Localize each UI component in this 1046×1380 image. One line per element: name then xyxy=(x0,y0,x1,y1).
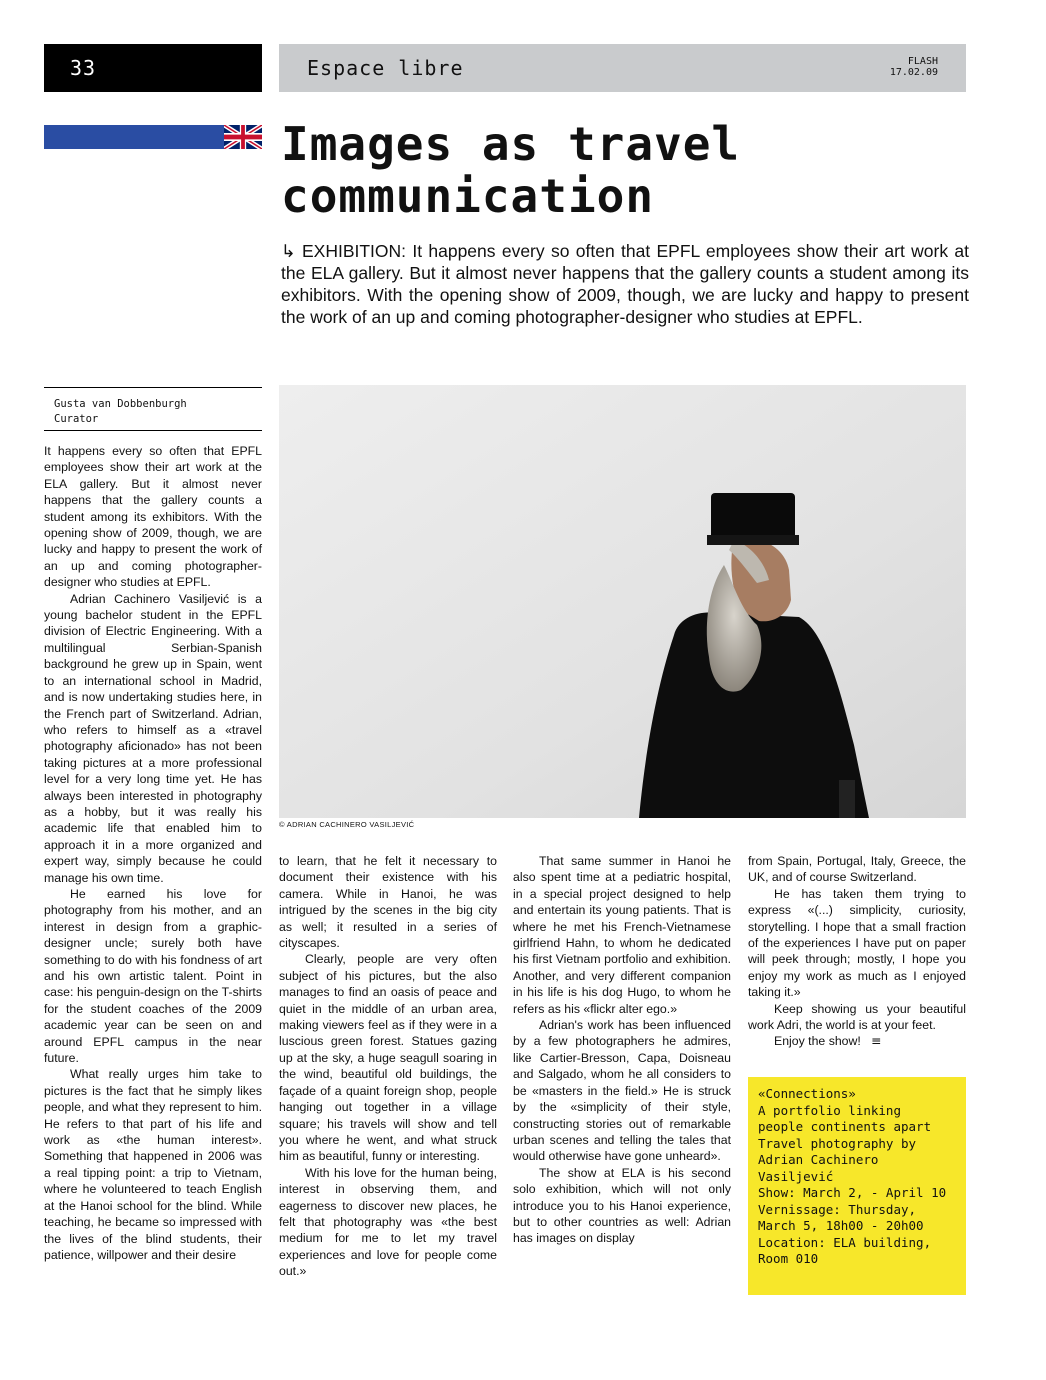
page-number: 33 xyxy=(70,56,97,80)
body-paragraph: What really urges him take to pictures is the fact that he simply likes people, and what they represent to him. He refers to that part of his life and work as «the human interest». Something that happened in 2006 was a real tipping point: a trip to Vietnam, where he volunteered to teach English at the Hanoi school for the blind. While teaching, he became so impressed with the lives of the blind students, their patience, willpower and their desire xyxy=(44,1067,262,1262)
body-paragraph: from Spain, Portugal, Italy, Greece, the UK, and of course Switzerland. xyxy=(748,854,966,885)
body-paragraph: He has taken them trying to express «(...) simplicity, curiosity, storytelling. I hope that a small fraction of the experiences I have put on paper will peek through; mostly, I hope you enjoy my work as much as I enjoyed taking it.» xyxy=(748,886,966,1000)
byline-rule-bottom xyxy=(44,430,262,431)
article-column-4 xyxy=(748,853,966,1050)
body-paragraph: The show at ELA is his second solo exhibition, which will not only introduce you to his Hanoi experience, but to other countries as well: Adrian has images on display xyxy=(513,1165,731,1246)
uk-flag-icon xyxy=(224,125,262,149)
closing-text: Enjoy the show! xyxy=(774,1034,861,1049)
body-paragraph: That same summer in Hanoi he also spent time at a pediatric hospital, in a special project designed to help and entertain its young patients. That is where he met his French-Vietnamese girlfriend Hahn, to whom he dedicated his first Vietnam portfolio and exhibition. Another, and very different companion in his life is his dog Hugo, to whom he refers as his «flickr alter ego.» xyxy=(513,854,731,1016)
publication-name: FLASH xyxy=(907,56,938,67)
info-box-text xyxy=(758,1086,963,1268)
info-line: Vasiljević xyxy=(758,1168,834,1184)
headline xyxy=(281,118,971,222)
publication-date: 17.02.09 xyxy=(889,67,938,78)
author-name: Gusta van Dobbenburgh xyxy=(54,398,187,410)
info-line: people continents apart xyxy=(758,1119,932,1134)
body-paragraph: to learn, that he felt it necessary to document their existence with his camera. While in Hanoi, he was intrigued by the scenes in the big city as well; it resulted in a series of cityscapes. xyxy=(279,854,497,951)
section-title: Espace libre xyxy=(307,56,464,80)
info-line: March 5, 18h00 - 20h00 xyxy=(758,1218,924,1233)
closing-line xyxy=(748,1033,966,1049)
author-role: Curator xyxy=(54,413,99,425)
article-column-1 xyxy=(44,443,262,1263)
lead-paragraph: ↳ EXHIBITION: It happens every so often that EPFL employees show their art work at the ELA gallery. But it almost never happens that the gallery counts a student among its exhibitors. With the opening show of 2009, though, we are lucky and happy to present the work of an up and coming photographer-designer who studies at EPFL. xyxy=(281,241,969,327)
article-column-3 xyxy=(513,853,731,1247)
headline-line-1: Images as travel xyxy=(281,117,741,171)
byline-rule-top xyxy=(44,387,262,388)
body-paragraph: Adrian Cachinero Vasiljević is a young bachelor student in the EPFL division of Electric Engineering. With a multilingual Serbian-Spanish background he grew up in Spain, went to an international school in Madrid, and is now undertaking studies here, in the French part of Switzerland. Adrian, who refers to himself as a «travel photography aficionado» has not been taking pictures at a more professional level for a very long time yet. He has always been interested in photography as a hobby, but it was really his academic life that enabled him to approach it in a more organized and expert way, simply because he could manage his own time. xyxy=(44,591,262,885)
article-column-2 xyxy=(279,853,497,1280)
body-paragraph: It happens every so often that EPFL employees show their art work at the ELA gallery. But it almost never happens that the gallery counts a student among its exhibitors. With the opening show of 2009, though, we are lucky and happy to present the work of an up and coming photographer-designer who studies at EPFL. xyxy=(44,444,262,590)
info-line: Travel photography by xyxy=(758,1135,917,1151)
body-paragraph: Clearly, people are very often subject of his pictures, but the also manages to find an oasis of peace and quiet in the middle of an urban area, making viewers feel as if they were in a luscious green forest. Statues gazing up at the sky, a huge seagull soaring in the wind, beautiful old buildings, the façade of a quaint foreign shop, people hanging out together in a village square; his travels will show and tell you where he went, and what struck him as beautiful, funny or interesting. xyxy=(279,952,497,1164)
info-line: Vernissage: Thursday, xyxy=(758,1201,917,1217)
body-paragraph: With his love for the human being, interest in observing them, and eagerness to discover new places, he felt that photography was «the best medium for me to let my travel experiences and love for people come out.» xyxy=(279,1165,497,1279)
info-line: Show: March 2, - April 10 xyxy=(758,1185,947,1200)
body-paragraph: Keep showing us your beautiful work Adri, the world is at your feet. xyxy=(748,1001,966,1033)
info-line: Location: ELA building, xyxy=(758,1234,932,1250)
body-paragraph: Adrian's work has been influenced by a few photographers he admires, like Cartier-Bresson, Capa, Doisneau and Salgado, whom he all considers to be «masters in the field.» He is struck by the «simplicity of their style, constructing stories out of remarkable urban scenes and telling the tales that would otherwise have gone unheard». xyxy=(513,1018,731,1164)
body-paragraph: He earned his love for photography from his mother, and an interest in design from a graphic-designer uncle; surely both have something to do with his fondness of art and his own artistic talent. Point in case: his penguin-design on the T-shirts for the student coaches of the 2009 academic year can be seen on and around EPFL campus in the near future. xyxy=(44,886,262,1066)
byline xyxy=(54,397,187,427)
info-line: A portfolio linking xyxy=(758,1102,901,1118)
info-line: Adrian Cachinero xyxy=(758,1152,879,1167)
info-line: Room 010 xyxy=(758,1251,819,1266)
photo-credit: © ADRIAN CACHINERO VASILJEVIĆ xyxy=(279,820,415,829)
headline-line-2: communication xyxy=(281,169,655,223)
article-photo xyxy=(279,385,966,818)
info-line: «Connections» xyxy=(758,1086,856,1101)
end-mark-icon: ≡ xyxy=(871,1034,882,1049)
language-bar xyxy=(44,125,226,149)
